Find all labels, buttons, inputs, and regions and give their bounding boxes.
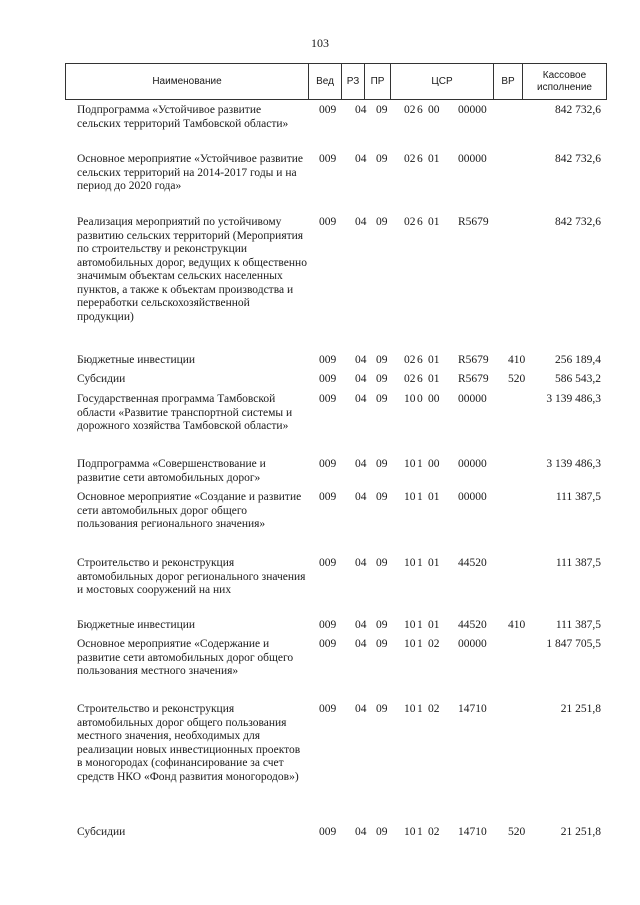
cell-name: Основное мероприятие «Содержание и развитие сети автомобильных дорог общего пользования местного значения» (77, 638, 294, 677)
cell-csr2: 6 (417, 373, 423, 385)
cell-csr3: 00 (428, 393, 440, 405)
cell-pr: 09 (376, 826, 388, 838)
cell-csr3: 01 (428, 216, 440, 228)
cell-csr1: 10 (404, 703, 416, 715)
cell-csr1: 10 (404, 557, 416, 569)
cell-name: Основное мероприятие «Устойчивое развитие сельских территорий на 2014-2017 годы и на период до 2020 года» (77, 153, 303, 192)
cell-sum: 842 732,6 (555, 104, 601, 116)
cell-pr: 09 (376, 216, 388, 228)
cell-rz: 04 (355, 638, 367, 650)
cell-rz: 04 (355, 458, 367, 470)
cell-ved: 009 (319, 826, 337, 838)
cell-name: Подпрограмма «Устойчивое развитие сельских территорий Тамбовской области» (77, 104, 289, 130)
cell-ved: 009 (319, 557, 337, 569)
cell-name: Строительство и реконструкция автомобильных дорог регионального значения и мостовых сооружений на них (77, 557, 306, 596)
cell-sum: 111 387,5 (555, 619, 601, 631)
cell-name: Государственная программа Тамбовской области «Развитие транспортной системы и дорожного хозяйства Тамбовской области» (77, 393, 293, 432)
cell-csr4: 00000 (458, 638, 487, 650)
cell-csr1: 10 (404, 826, 416, 838)
cell-ved: 009 (319, 491, 337, 503)
cell-ved: 009 (319, 104, 337, 116)
cell-csr3: 02 (428, 638, 440, 650)
cell-csr2: 1 (417, 703, 423, 715)
cell-pr: 09 (376, 104, 388, 116)
cell-pr: 09 (376, 393, 388, 405)
cell-sum: 3 139 486,3 (546, 458, 601, 470)
cell-ved: 009 (319, 638, 337, 650)
cell-csr4: 14710 (458, 703, 487, 715)
cell-csr4: R5679 (458, 216, 489, 228)
cell-ved: 009 (319, 619, 337, 631)
cell-rz: 04 (355, 393, 367, 405)
cell-csr2: 1 (417, 619, 423, 631)
cell-rz: 04 (355, 557, 367, 569)
cell-sum: 586 543,2 (555, 373, 601, 385)
cell-csr4: 00000 (458, 393, 487, 405)
cell-sum: 111 387,5 (555, 491, 601, 503)
cell-vr: 520 (508, 826, 526, 838)
cell-csr4: 00000 (458, 491, 487, 503)
cell-pr: 09 (376, 557, 388, 569)
cell-csr1: 02 (404, 216, 416, 228)
cell-csr2: 6 (417, 354, 423, 366)
cell-rz: 04 (355, 104, 367, 116)
header-sum: Кассовое исполнение (537, 69, 592, 93)
cell-vr: 520 (508, 373, 526, 385)
cell-csr4: R5679 (458, 354, 489, 366)
cell-csr2: 1 (417, 458, 423, 470)
cell-ved: 009 (319, 153, 337, 165)
page-number: 103 (311, 36, 329, 50)
cell-csr3: 02 (428, 826, 440, 838)
cell-csr2: 1 (417, 826, 423, 838)
cell-ved: 009 (319, 354, 337, 366)
cell-pr: 09 (376, 491, 388, 503)
cell-rz: 04 (355, 619, 367, 631)
cell-csr4: R5679 (458, 373, 489, 385)
cell-pr: 09 (376, 373, 388, 385)
cell-csr1: 10 (404, 638, 416, 650)
cell-pr: 09 (376, 458, 388, 470)
cell-ved: 009 (319, 373, 337, 385)
table-header (65, 63, 607, 100)
header-name: Наименование (66, 64, 309, 99)
cell-sum: 1 847 705,5 (546, 638, 601, 650)
cell-pr: 09 (376, 153, 388, 165)
cell-rz: 04 (355, 703, 367, 715)
cell-csr3: 01 (428, 354, 440, 366)
cell-csr1: 02 (404, 373, 416, 385)
cell-csr2: 1 (417, 491, 423, 503)
cell-vr: 410 (508, 619, 526, 631)
cell-csr3: 02 (428, 703, 440, 715)
cell-csr1: 10 (404, 619, 416, 631)
cell-pr: 09 (376, 703, 388, 715)
cell-csr4: 00000 (458, 458, 487, 470)
cell-sum: 21 251,8 (560, 703, 601, 715)
cell-csr1: 10 (404, 491, 416, 503)
cell-csr4: 00000 (458, 104, 487, 116)
header-ved: Вед (309, 64, 342, 99)
cell-name: Подпрограмма «Совершенствование и развитие сети автомобильных дорог» (77, 458, 266, 484)
cell-csr1: 02 (404, 153, 416, 165)
cell-csr1: 02 (404, 104, 416, 116)
cell-rz: 04 (355, 153, 367, 165)
cell-name: Субсидии (77, 373, 126, 385)
cell-csr3: 01 (428, 557, 440, 569)
header-vr: ВР (494, 64, 523, 99)
cell-ved: 009 (319, 458, 337, 470)
cell-csr1: 10 (404, 458, 416, 470)
cell-pr: 09 (376, 354, 388, 366)
cell-csr2: 1 (417, 557, 423, 569)
cell-sum: 256 189,4 (555, 354, 601, 366)
cell-csr3: 01 (428, 153, 440, 165)
cell-sum: 842 732,6 (555, 153, 601, 165)
cell-csr4: 44520 (458, 619, 487, 631)
header-pr: ПР (365, 64, 391, 99)
cell-rz: 04 (355, 826, 367, 838)
cell-pr: 09 (376, 638, 388, 650)
cell-name: Реализация мероприятий по устойчивому развитию сельских территорий (Мероприятия по строительству и реконструкции автомобильных дорог, ведущих к общественно значимым объектам сельских населенных пунктов, а также к объектам производства и переработки сельскохозяйственной продукции) (77, 216, 307, 323)
header-csr: ЦСР (391, 64, 494, 99)
cell-csr1: 02 (404, 354, 416, 366)
cell-sum: 3 139 486,3 (546, 393, 601, 405)
cell-csr3: 01 (428, 373, 440, 385)
cell-csr3: 01 (428, 491, 440, 503)
cell-csr2: 6 (417, 104, 423, 116)
cell-csr2: 1 (417, 638, 423, 650)
cell-name: Основное мероприятие «Создание и развитие сети автомобильных дорог общего пользования регионального значения» (77, 491, 302, 530)
cell-csr3: 00 (428, 104, 440, 116)
cell-csr4: 14710 (458, 826, 487, 838)
cell-csr3: 00 (428, 458, 440, 470)
cell-name: Бюджетные инвестиции (77, 619, 196, 631)
cell-csr2: 6 (417, 216, 423, 228)
cell-csr4: 00000 (458, 153, 487, 165)
cell-sum: 21 251,8 (560, 826, 601, 838)
cell-sum: 111 387,5 (555, 557, 601, 569)
cell-ved: 009 (319, 703, 337, 715)
cell-ved: 009 (319, 216, 337, 228)
cell-csr2: 0 (417, 393, 423, 405)
cell-sum: 842 732,6 (555, 216, 601, 228)
cell-csr3: 01 (428, 619, 440, 631)
cell-rz: 04 (355, 354, 367, 366)
cell-rz: 04 (355, 491, 367, 503)
cell-pr: 09 (376, 619, 388, 631)
cell-rz: 04 (355, 373, 367, 385)
header-rz: РЗ (342, 64, 365, 99)
cell-ved: 009 (319, 393, 337, 405)
cell-name: Строительство и реконструкция автомобильных дорог общего пользования местного значения, необходимых для реализации новых инвестиционных проектов в моногородах (софинансирование за счет средств НКО «Фонд развития моногородов») (77, 703, 301, 783)
cell-csr1: 10 (404, 393, 416, 405)
cell-name: Бюджетные инвестиции (77, 354, 196, 366)
cell-csr4: 44520 (458, 557, 487, 569)
cell-name: Субсидии (77, 826, 126, 838)
cell-csr2: 6 (417, 153, 423, 165)
cell-rz: 04 (355, 216, 367, 228)
cell-vr: 410 (508, 354, 526, 366)
